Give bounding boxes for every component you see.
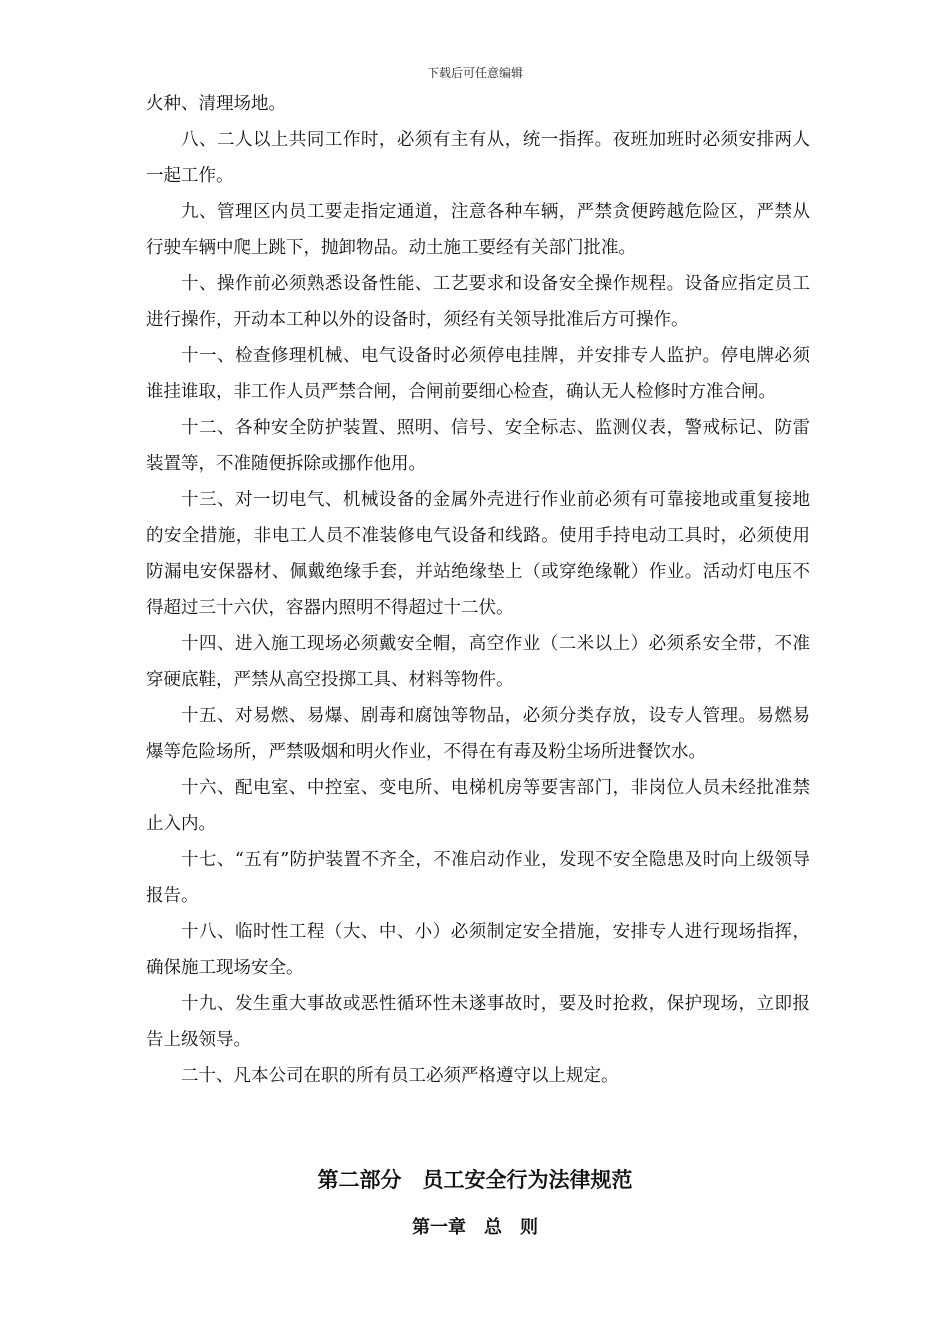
- paragraph-item-16: 十六、配电室、中控室、变电所、电梯机房等要害部门，非岗位人员未经批准禁止入内。: [146, 778, 810, 834]
- body-text: [146, 86, 810, 1094]
- paragraph-continuation: 火种、清理场地。: [146, 94, 286, 114]
- paragraph-item-9: 九、管理区内员工要走指定通道，注意各种车辆，严禁贪便跨越危险区，严禁从行驶车辆中爬上跳下，抛卸物品。动土施工要经有关部门批准。: [146, 202, 810, 258]
- paragraph-item-12: 十二、各种安全防护装置、照明、信号、安全标志、监测仪表，警戒标记、防雷装置等，不准随便拆除或挪作他用。: [146, 418, 810, 474]
- header-note: 下载后可任意编辑: [426, 66, 523, 80]
- paragraph-item-17: 十七、“五有”防护装置不齐全，不准启动作业，发现不安全隐患及时向上级领导报告。: [146, 850, 810, 906]
- paragraph-item-15: 十五、对易燃、易爆、剧毒和腐蚀等物品，必须分类存放，设专人管理。易燃易爆等危险场所，严禁吸烟和明火作业，不得在有毒及粉尘场所进餐饮水。: [146, 706, 810, 762]
- paragraph-item-11: 十一、检查修理机械、电气设备时必须停电挂牌，并安排专人监护。停电牌必须谁挂谁取，非工作人员严禁合闸，合闸前要细心检查，确认无人检修时方准合闸。: [146, 346, 810, 402]
- paragraph-item-20: 二十、凡本公司在职的所有员工必须严格遵守以上规定。: [181, 1066, 619, 1086]
- chapter-title: 第一章 总 则: [412, 1217, 538, 1238]
- paragraph-item-13: 十三、对一切电气、机械设备的金属外壳进行作业前必须有可靠接地或重复接地的安全措施，非电工人员不准装修电气设备和线路。使用手持电动工具时，必须使用防漏电安保器材、佩戴绝缘手套，并站绝缘垫上（或穿绝缘靴）作业。活动灯电压不得超过三十六伏，容器内照明不得超过十二伏。: [146, 490, 810, 618]
- paragraph-item-14: 十四、进入施工现场必须戴安全帽，高空作业（二米以上）必须系安全带，不准穿硬底鞋，严禁从高空投掷工具、材料等物件。: [146, 634, 810, 690]
- paragraph-item-10: 十、操作前必须熟悉设备性能、工艺要求和设备安全操作规程。设备应指定员工进行操作，开动本工种以外的设备时，须经有关领导批准后方可操作。: [146, 274, 810, 330]
- paragraph-item-8: 八、二人以上共同工作时，必须有主有从，统一指挥。夜班加班时必须安排两人一起工作。: [146, 130, 810, 186]
- paragraph-item-19: 十九、发生重大事故或恶性循环性未遂事故时，要及时抢救，保护现场，立即报告上级领导。: [146, 994, 810, 1050]
- paragraph-item-18: 十八、临时性工程（大、中、小）必须制定安全措施，安排专人进行现场指挥，确保施工现场安全。: [146, 922, 810, 978]
- section-title: 第二部分 员工安全行为法律规范: [317, 1168, 633, 1192]
